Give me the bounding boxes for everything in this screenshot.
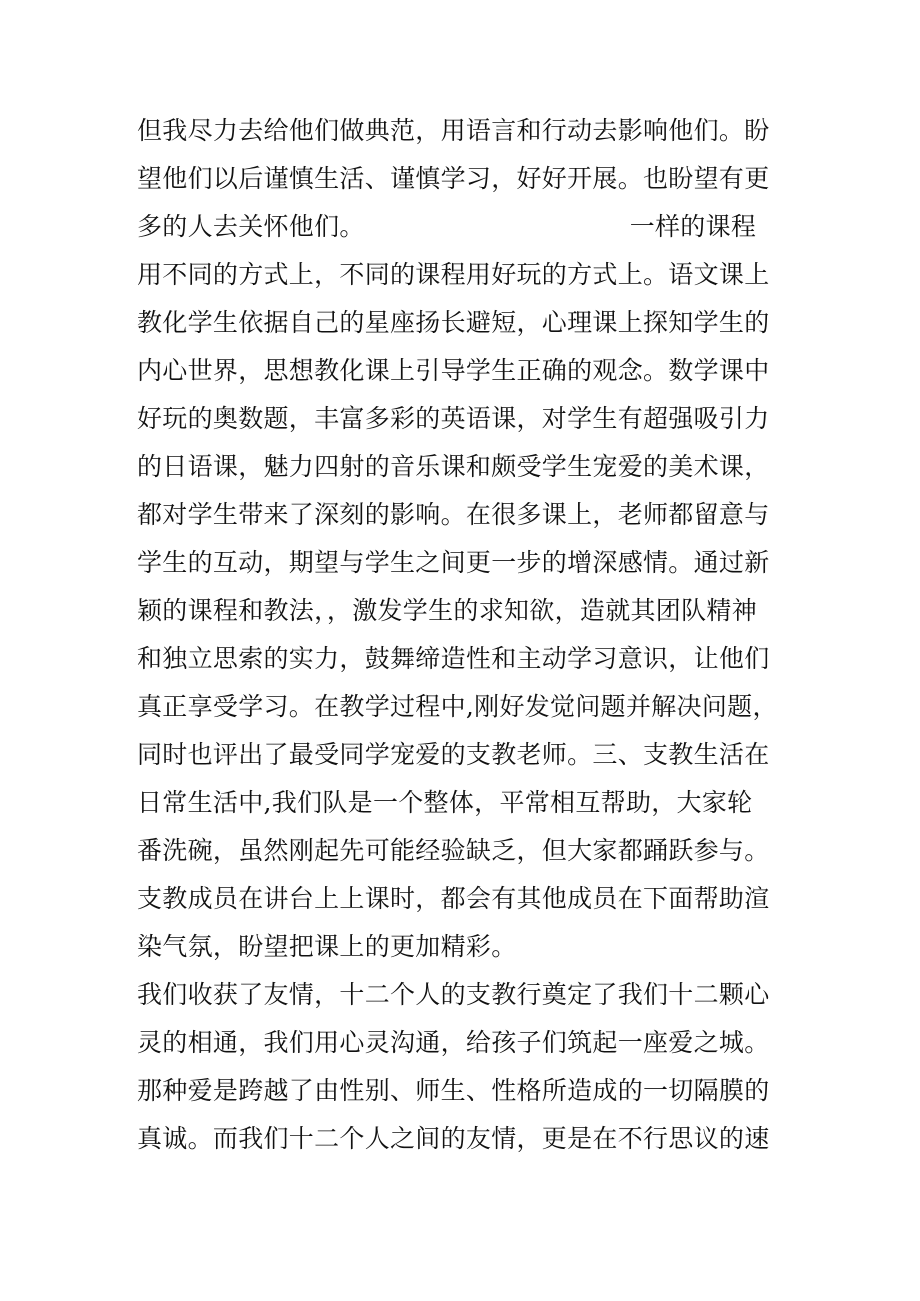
text-line: 用不同的方式上，不同的课程用好玩的方式上。语文课上 — [137, 260, 770, 289]
text-line: 那种爱是跨越了由性别、师生、性格所造成的一切隔膜的 — [137, 1076, 770, 1105]
text-line: 但我尽力去给他们做典范，用语言和行动去影响他们。盼 — [137, 116, 770, 145]
text-line-with-heading — [137, 203, 797, 251]
text-line: 灵的相通，我们用心灵沟通，给孩子们筑起一座爱之城。 — [137, 1028, 770, 1057]
text-line: 内心世界，思想教化课上引导学生正确的观念。数学课中 — [137, 356, 770, 385]
text-line: 日常生活中,我们队是一个整体，平常相互帮助，大家轮 — [137, 788, 753, 817]
text-line: 教化学生依据自己的星座扬长避短，心理课上探知学生的 — [137, 308, 770, 337]
text-line: 都对学生带来了深刻的影响。在很多课上，老师都留意与 — [137, 500, 770, 529]
text-line: 真诚。而我们十二个人之间的友情，更是在不行思议的速 — [137, 1124, 770, 1153]
text-line: 好玩的奥数题，丰富多彩的英语课，对学生有超强吸引力 — [137, 404, 770, 433]
text-line: 支教成员在讲台上上课时，都会有其他成员在下面帮助渲 — [137, 884, 770, 913]
text-line: 学生的互动，期望与学生之间更一步的增深感情。通过新 — [137, 548, 770, 577]
body-text — [137, 107, 797, 1163]
text-line-segment: 多的人去关怀他们。 — [137, 212, 365, 241]
text-line: 番洗碗，虽然刚起先可能经验缺乏，但大家都踊跃参与。 — [137, 836, 770, 865]
text-line: 我们收获了友情，十二个人的支教行奠定了我们十二颗心 — [137, 980, 770, 1009]
text-line: 真正享受学习。在教学过程中,刚好发觉问题并解决问题， — [137, 692, 778, 721]
text-line: 的日语课，魅力四射的音乐课和颇受学生宠爱的美术课， — [137, 452, 770, 481]
section-heading: 一样的课程 — [629, 212, 757, 241]
text-line: 和独立思索的实力，鼓舞缔造性和主动学习意识，让他们 — [137, 644, 770, 673]
text-line: 同时也评出了最受同学宠爱的支教老师。三、支教生活在 — [137, 740, 770, 769]
text-line: 望他们以后谨慎生活、谨慎学习，好好开展。也盼望有更 — [137, 164, 770, 193]
text-line: 颖的课程和教法，，激发学生的求知欲，造就其团队精神 — [137, 596, 758, 625]
text-line: 染气氛，盼望把课上的更加精彩。 — [137, 932, 517, 961]
